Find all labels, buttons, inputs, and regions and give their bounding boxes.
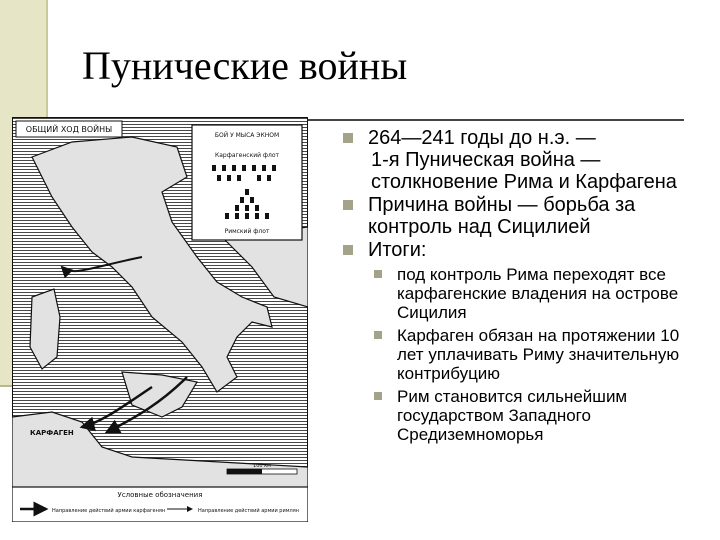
inset-title: БОЙ У МЫСА ЭКНОМ bbox=[214, 132, 280, 139]
scale-bar-fill bbox=[227, 469, 262, 474]
sub-bullet-rome-power bbox=[340, 387, 710, 444]
sub-bullet-indemnity bbox=[340, 326, 710, 383]
scale-label: 100 км bbox=[253, 463, 271, 469]
title-accent-line bbox=[46, 0, 48, 130]
legend-title: Условные обозначения bbox=[117, 491, 203, 499]
bullet-cause bbox=[340, 194, 710, 238]
square-bullet-icon bbox=[374, 331, 382, 339]
inset-fleet-bottom-label: Римский флот bbox=[224, 228, 270, 235]
square-bullet-icon bbox=[343, 133, 353, 143]
legend-carthage-label: Направление действий армии карфагенян bbox=[52, 508, 166, 514]
slide-content bbox=[340, 127, 710, 444]
sub-bullet-territory bbox=[340, 265, 710, 322]
sub-bullet-territory-text: под контроль Рима переходят все карфагенские владения на острове Сицилия bbox=[397, 265, 679, 322]
square-bullet-icon bbox=[343, 200, 353, 210]
legend-rome-label: Направление действий армии римлян bbox=[198, 508, 299, 514]
square-bullet-icon bbox=[343, 245, 353, 255]
inset-battle-box bbox=[192, 125, 302, 240]
square-bullet-icon bbox=[374, 270, 382, 278]
sub-bullet-rome-power-text: Рим становится сильнейшим государством Западного Средиземноморья bbox=[397, 387, 628, 444]
map-title: ОБЩИЙ ХОД ВОЙНЫ bbox=[25, 125, 113, 134]
slide-title: Пунические войны bbox=[82, 43, 408, 88]
bullet-war-dates-text: 1-я Пуническая война — столкновение Рима и Карфагена bbox=[371, 149, 677, 193]
bullet-results bbox=[340, 239, 710, 261]
bullet-war-dates bbox=[340, 127, 710, 193]
bullet-results-text: Итоги: bbox=[368, 239, 427, 261]
map-place-carthage: КАРФАГЕН bbox=[30, 429, 74, 437]
left-accent-line bbox=[0, 385, 12, 387]
square-bullet-icon bbox=[374, 392, 382, 400]
inset-fleet-top-label: Карфагенский флот bbox=[214, 152, 280, 159]
historical-map bbox=[12, 117, 308, 522]
bullet-cause-text: Причина войны — борьба за контроль над Сицилией bbox=[368, 194, 636, 238]
sub-bullet-indemnity-text: Карфаген обязан на протяжении 10 лет уплачивать Риму значительную контрибуцию bbox=[397, 326, 680, 383]
bullet-war-dates-heading: 264—241 годы до н.э. — bbox=[368, 127, 596, 149]
